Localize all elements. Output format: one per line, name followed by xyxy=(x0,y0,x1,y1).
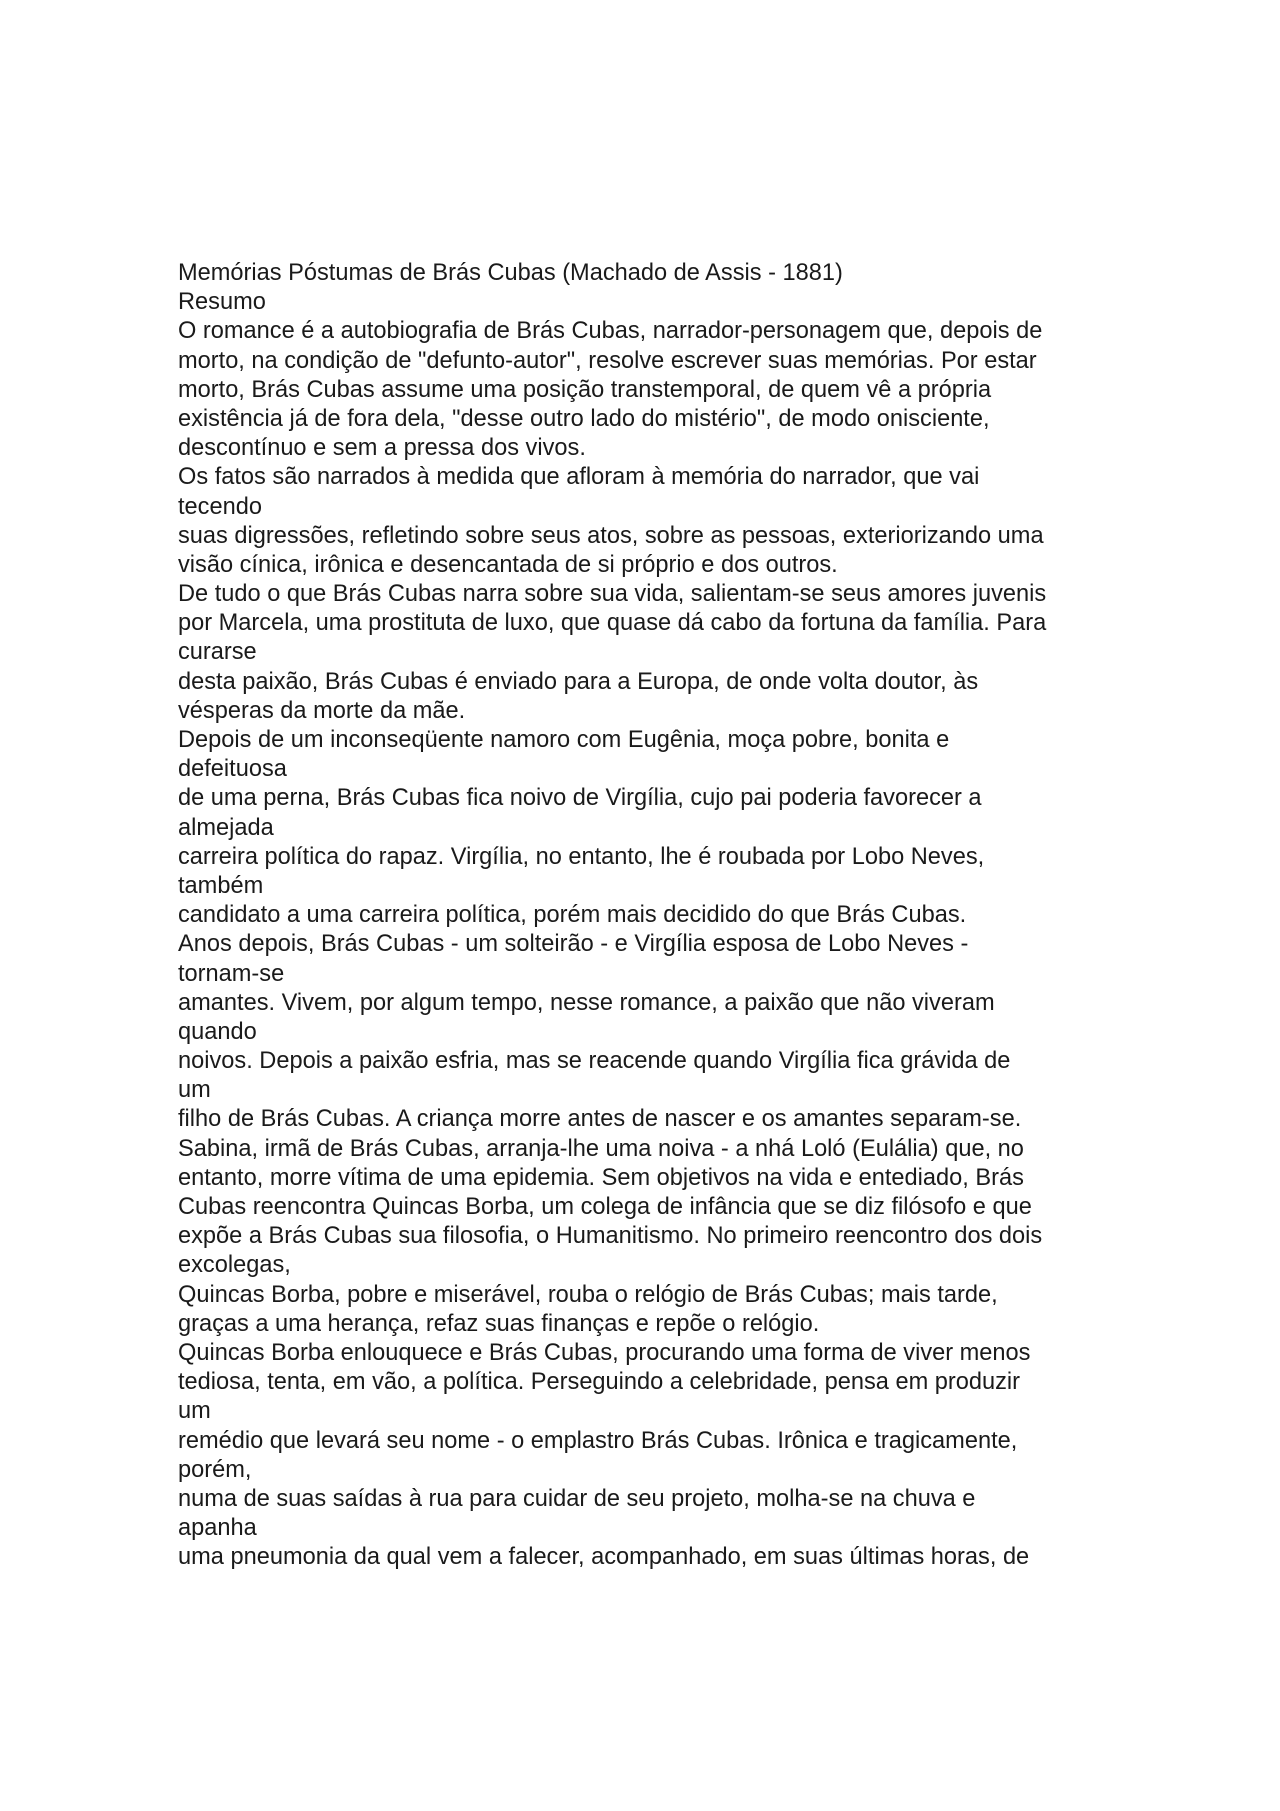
text-line: tediosa, tenta, em vão, a política. Perseguindo a celebridade, pensa em produzir xyxy=(178,1369,1021,1396)
text-line: suas digressões, refletindo sobre seus atos, sobre as pessoas, exteriorizando uma xyxy=(178,522,1044,549)
text-line: Cubas reencontra Quincas Borba, um colega de infância que se diz filósofo e que xyxy=(178,1194,1032,1220)
text-line: existência já de fora dela, "desse outro lado do mistério", de modo onisciente, xyxy=(178,405,990,432)
text-line: remédio que levará seu nome - o emplastro Brás Cubas. Irônica e tragicamente, xyxy=(178,1427,1018,1454)
text-line: visão cínica, irônica e desencantada de si próprio e dos outros. xyxy=(178,551,838,578)
text-line: Depois de um inconseqüente namoro com Eugênia, moça pobre, bonita e xyxy=(178,727,950,753)
text-line: desta paixão, Brás Cubas é enviado para a Europa, de onde volta doutor, às xyxy=(178,668,979,695)
text-line: uma pneumonia da qual vem a falecer, acompanhado, em suas últimas horas, de xyxy=(178,1544,1030,1571)
text-line: O romance é a autobiografia de Brás Cubas, narrador-personagem que, depois de xyxy=(178,318,1043,345)
text-line: Quincas Borba enlouquece e Brás Cubas, procurando uma forma de viver menos xyxy=(178,1339,1031,1366)
text-line: curarse xyxy=(178,639,257,666)
document-body xyxy=(178,259,1238,1572)
text-line: carreira política do rapaz. Virgília, no entanto, lhe é roubada por Lobo Neves, xyxy=(178,843,985,870)
text-line: tornam-se xyxy=(178,960,285,987)
text-line: De tudo o que Brás Cubas narra sobre sua vida, salientam-se seus amores juvenis xyxy=(178,581,1047,608)
text-line: defeituosa xyxy=(178,756,287,783)
text-line: morto, na condição de "defunto-autor", resolve escrever suas memórias. Por estar xyxy=(178,347,1037,374)
text-line: Os fatos são narrados à medida que afloram à memória do narrador, que vai xyxy=(178,464,980,491)
text-line: graças a uma herança, refaz suas finanças e repõe o relógio. xyxy=(178,1310,820,1337)
text-line: descontínuo e sem a pressa dos vivos. xyxy=(178,435,586,462)
text-line: tecendo xyxy=(178,493,262,520)
text-line: candidato a uma carreira política, porém mais decidido do que Brás Cubas. xyxy=(178,902,967,929)
text-line: amantes. Vivem, por algum tempo, nesse romance, a paixão que não viveram xyxy=(178,989,995,1016)
text-line: quando xyxy=(178,1018,257,1045)
text-line: entanto, morre vítima de uma epidemia. Sem objetivos na vida e entediado, Brás xyxy=(178,1164,1024,1191)
text-line: almejada xyxy=(178,814,274,841)
text-line: Sabina, irmã de Brás Cubas, arranja-lhe uma noiva - a nhá Loló (Eulália) que, no xyxy=(178,1135,1024,1162)
document-title: Memórias Póstumas de Brás Cubas (Machado de Assis - 1881) xyxy=(178,260,843,286)
section-heading: Resumo xyxy=(178,289,266,316)
text-line: apanha xyxy=(178,1515,257,1542)
text-line: excolegas, xyxy=(178,1252,291,1279)
text-line: um xyxy=(178,1077,211,1104)
text-line: Anos depois, Brás Cubas - um solteirão - e Virgília esposa de Lobo Neves - xyxy=(178,931,969,958)
text-line: porém, xyxy=(178,1456,252,1483)
text-line: por Marcela, uma prostituta de luxo, que quase dá cabo da fortuna da família. Para xyxy=(178,610,1047,637)
text-line: vésperas da morte da mãe. xyxy=(178,697,466,724)
text-line: de uma perna, Brás Cubas fica noivo de Virgília, cujo pai poderia favorecer a xyxy=(178,785,982,812)
text-line: um xyxy=(178,1398,211,1425)
text-line: Quincas Borba, pobre e miserável, rouba o relógio de Brás Cubas; mais tarde, xyxy=(178,1281,998,1308)
text-line: noivos. Depois a paixão esfria, mas se reacende quando Virgília fica grávida de xyxy=(178,1048,1011,1075)
text-line: numa de suas saídas à rua para cuidar de seu projeto, molha-se na chuva e xyxy=(178,1485,976,1512)
text-line: expõe a Brás Cubas sua filosofia, o Humanitismo. No primeiro reencontro dos dois xyxy=(178,1223,1043,1250)
text-line: também xyxy=(178,872,264,899)
text-line: filho de Brás Cubas. A criança morre antes de nascer e os amantes separam-se. xyxy=(178,1106,1022,1133)
text-line: morto, Brás Cubas assume uma posição transtemporal, de quem vê a própria xyxy=(178,376,992,403)
